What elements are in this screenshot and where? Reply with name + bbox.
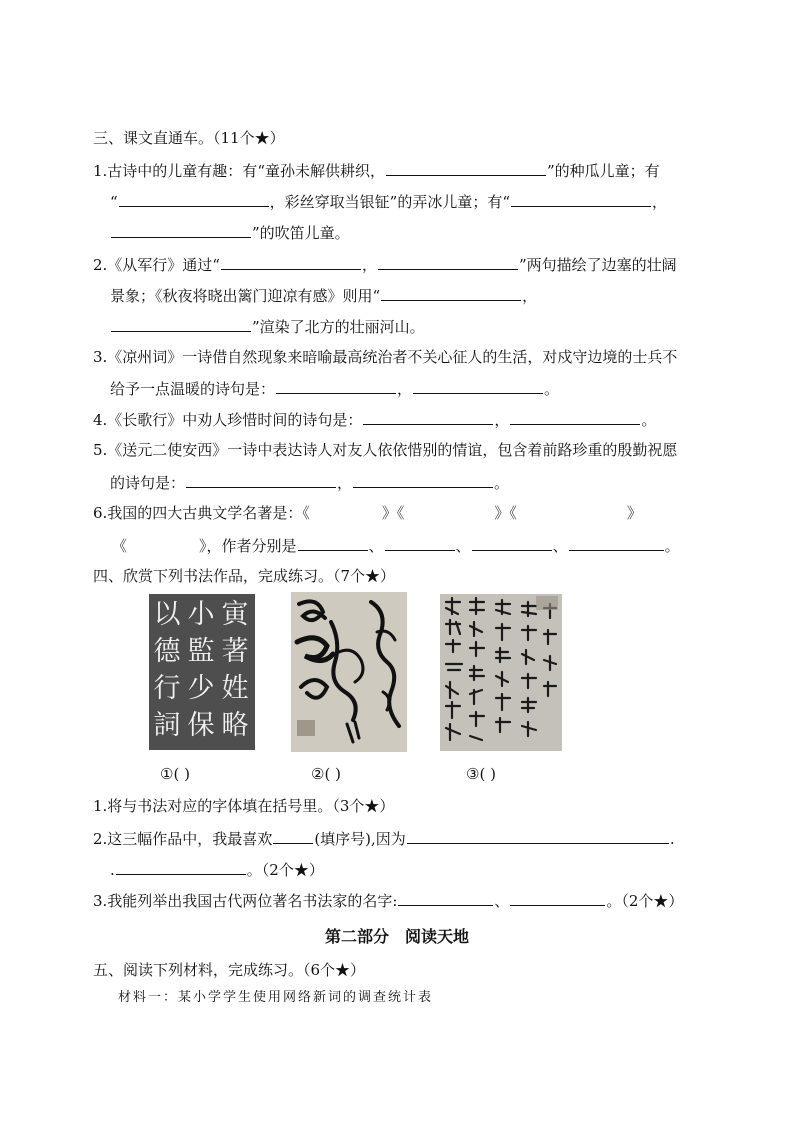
question-3-line-2: 给予一点温暖的诗句是： ， 。	[110, 380, 560, 398]
calligraphy-column: 小監少保	[187, 599, 215, 741]
section4-question-2-line-2: . 。（2个★）	[110, 861, 324, 879]
answer-blank[interactable]	[386, 160, 546, 176]
answer-blank[interactable]	[413, 378, 543, 394]
cursive-strokes	[291, 592, 407, 752]
answer-blank[interactable]	[119, 191, 269, 207]
answer-blank[interactable]	[116, 859, 246, 875]
calligraphy-image-3	[440, 594, 562, 751]
section4-heading: 四、欣赏下列书法作品，完成练习。（7个★）	[93, 567, 396, 585]
section3-heading: 三、课文直通车。（11个★）	[93, 129, 285, 147]
running-script-strokes	[440, 594, 562, 751]
material-1-caption: 材料一：某小学学生使用网络新词的调查统计表	[118, 990, 434, 1005]
answer-blank[interactable]	[569, 535, 664, 551]
section4-question-2-line-1: 2.这三幅作品中，我最喜欢 (填序号),因为 .	[93, 830, 675, 848]
question-6-line-1: 6.我国的四大古典文学名著是：《 》《 》《 》	[93, 504, 642, 522]
answer-blank[interactable]	[221, 254, 361, 270]
question-4: 4.《长歌行》中劝人珍惜时间的诗句是： ， 。	[93, 411, 657, 429]
calligraphy-image-1	[149, 594, 255, 750]
answer-blank[interactable]	[353, 472, 493, 488]
section4-question-1: 1.将与书法对应的字体填在括号里。（3个★）	[93, 797, 395, 815]
calligraphy-column: 以德行詞	[153, 599, 181, 741]
answer-blank[interactable]	[111, 222, 251, 238]
question-3-line-1: 3.《凉州词》一诗借自然现象来暗喻最高统治者不关心征人的生活，对戍守边境的士兵不	[93, 348, 678, 366]
caption-3: ③( )	[466, 765, 496, 783]
section5-heading: 五、阅读下列材料，完成练习。（6个★）	[93, 961, 366, 979]
question-6-line-2: 《 》，作者分别是 、 、 、 。	[112, 537, 680, 555]
answer-blank[interactable]	[472, 535, 552, 551]
answer-blank[interactable]	[510, 409, 640, 425]
answer-blank[interactable]	[111, 316, 251, 332]
question-5-line-2: 的诗句是： ， 。	[110, 474, 510, 492]
calligraphy-image-2	[291, 592, 407, 752]
question-2-line-3: ”渲染了北方的壮丽河山。	[110, 316, 425, 337]
calligraphy-column: 寅著姓略	[221, 599, 249, 741]
answer-blank[interactable]	[511, 191, 651, 207]
answer-blank[interactable]	[385, 535, 455, 551]
answer-blank[interactable]	[363, 409, 493, 425]
answer-blank[interactable]	[510, 890, 605, 906]
answer-blank[interactable]	[407, 828, 669, 844]
answer-blank[interactable]	[186, 472, 336, 488]
question-1-line-3: ”的吹笛儿童。	[110, 222, 350, 243]
question-1-line-2: “ ，彩丝穿取当银钲”的弄冰儿童；有“ ，	[110, 193, 668, 211]
answer-blank[interactable]	[298, 535, 368, 551]
answer-blank[interactable]	[398, 890, 493, 906]
question-1-line-1: 1.古诗中的儿童有趣：有“童孙未解供耕织， ”的种瓜儿童；有	[93, 162, 660, 180]
question-5-line-1: 5.《送元二使安西》一诗中表达诗人对友人依依惜别的情谊，包含着前路珍重的殷勤祝愿	[93, 441, 678, 459]
caption-1: ①( )	[160, 765, 190, 783]
answer-blank[interactable]	[273, 828, 313, 844]
answer-blank[interactable]	[381, 285, 521, 301]
question-2-line-2: 景象；《秋夜将晓出篱门迎凉有感》则用“ ，	[110, 287, 538, 305]
answer-blank[interactable]	[276, 378, 396, 394]
answer-blank[interactable]	[378, 254, 518, 270]
question-2-line-1: 2.《从军行》通过“ ， ”两句描绘了边塞的壮阔	[93, 256, 677, 274]
part2-title: 第二部分 阅读天地	[324, 927, 469, 946]
section4-question-3: 3.我能列举出我国古代两位著名书法家的名字: 、 。（2个★）	[93, 892, 684, 910]
caption-2: ②( )	[311, 765, 341, 783]
